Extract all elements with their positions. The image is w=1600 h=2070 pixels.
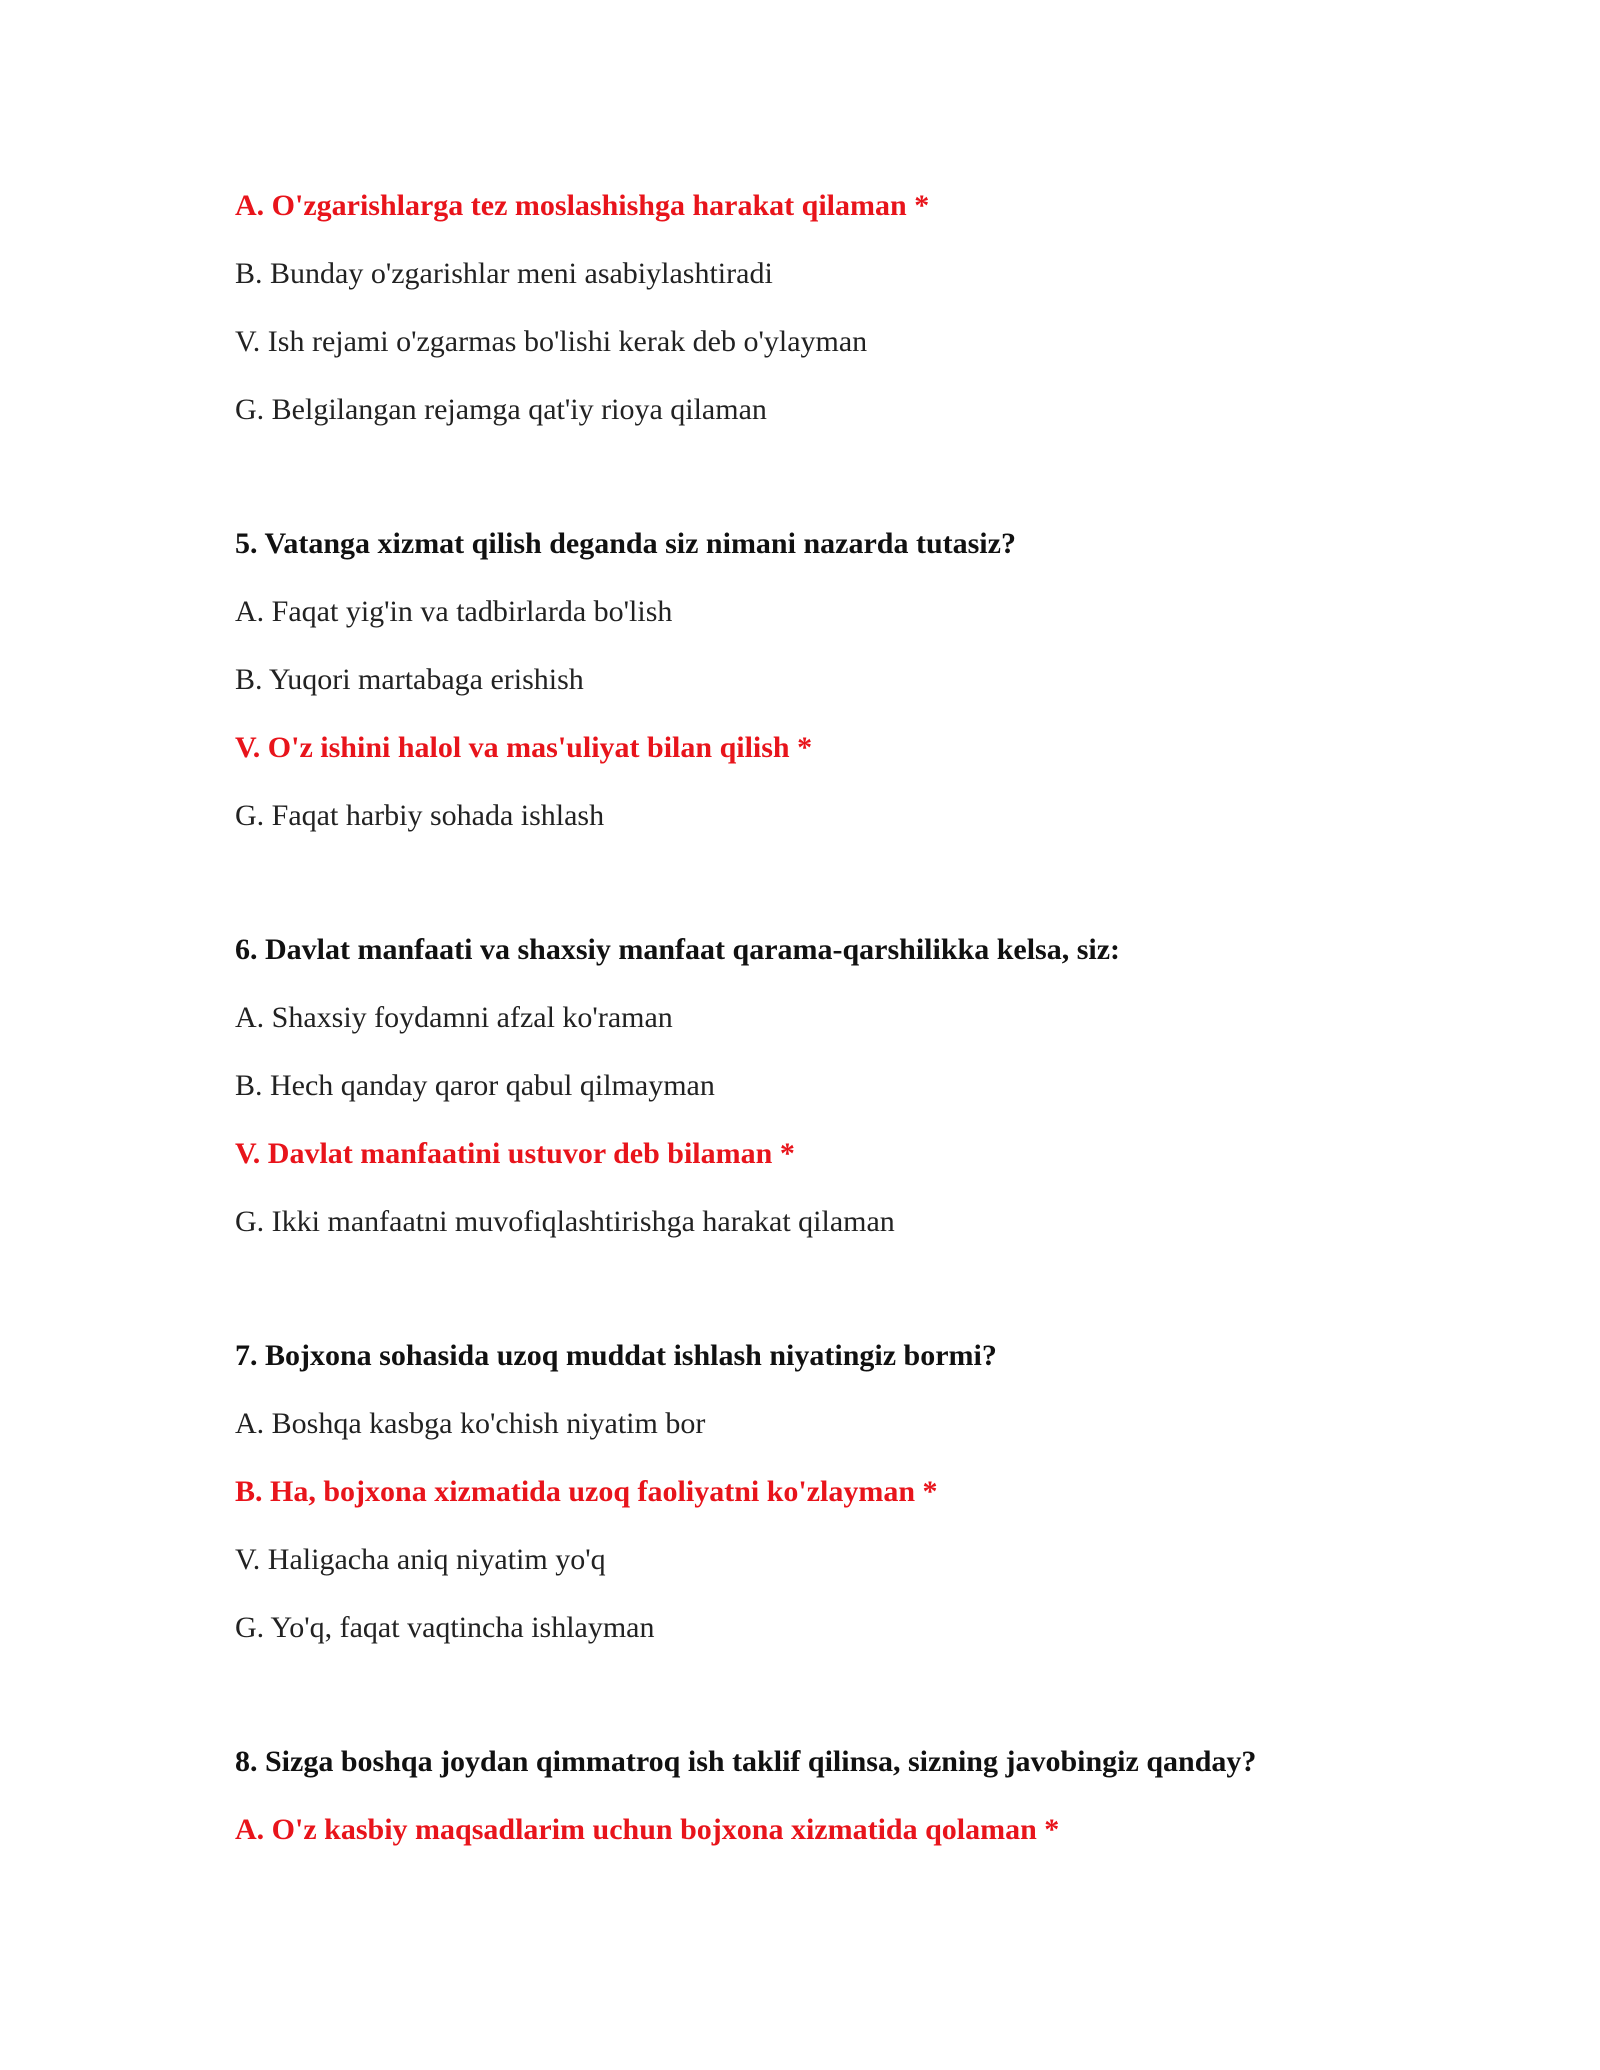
q4-option-a-correct: A. O'zgarishlarga tez moslashishga harakat qilaman * <box>235 189 930 222</box>
q6-option-g: G. Ikki manfaatni muvofiqlashtirishga harakat qilaman <box>235 1205 895 1238</box>
q6-option-v-correct: V. Davlat manfaatini ustuvor deb bilaman * <box>235 1137 795 1170</box>
question-7: 7. Bojxona sohasida uzoq muddat ishlash niyatingiz bormi? <box>235 1339 997 1372</box>
q7-option-g: G. Yo'q, faqat vaqtincha ishlayman <box>235 1611 655 1644</box>
q5-option-v-correct: V. O'z ishini halol va mas'uliyat bilan qilish * <box>235 731 813 764</box>
q5-option-g: G. Faqat harbiy sohada ishlash <box>235 799 605 832</box>
q5-option-b: B. Yuqori martabaga erishish <box>235 663 584 696</box>
question-5: 5. Vatanga xizmat qilish deganda siz nimani nazarda tutasiz? <box>235 527 1016 560</box>
q7-option-b-correct: B. Ha, bojxona xizmatida uzoq faoliyatni ko'zlayman * <box>235 1475 938 1508</box>
q7-option-v: V. Haligacha aniq niyatim yo'q <box>235 1543 606 1576</box>
q4-option-b: B. Bunday o'zgarishlar meni asabiylashtiradi <box>235 257 773 290</box>
q6-option-a: A. Shaxsiy foydamni afzal ko'raman <box>235 1001 673 1034</box>
question-6: 6. Davlat manfaati va shaxsiy manfaat qarama-qarshilikka kelsa, siz: <box>235 933 1121 966</box>
q4-option-v: V. Ish rejami o'zgarmas bo'lishi kerak deb o'ylayman <box>235 325 868 358</box>
q8-option-a-correct: A. O'z kasbiy maqsadlarim uchun bojxona xizmatida qolaman * <box>235 1813 1060 1846</box>
q4-option-g: G. Belgilangan rejamga qat'iy rioya qilaman <box>235 393 767 426</box>
question-8: 8. Sizga boshqa joydan qimmatroq ish taklif qilinsa, sizning javobingiz qanday? <box>235 1745 1257 1778</box>
q6-option-b: B. Hech qanday qaror qabul qilmayman <box>235 1069 715 1102</box>
q5-option-a: A. Faqat yig'in va tadbirlarda bo'lish <box>235 595 673 628</box>
q7-option-a: A. Boshqa kasbga ko'chish niyatim bor <box>235 1407 706 1440</box>
